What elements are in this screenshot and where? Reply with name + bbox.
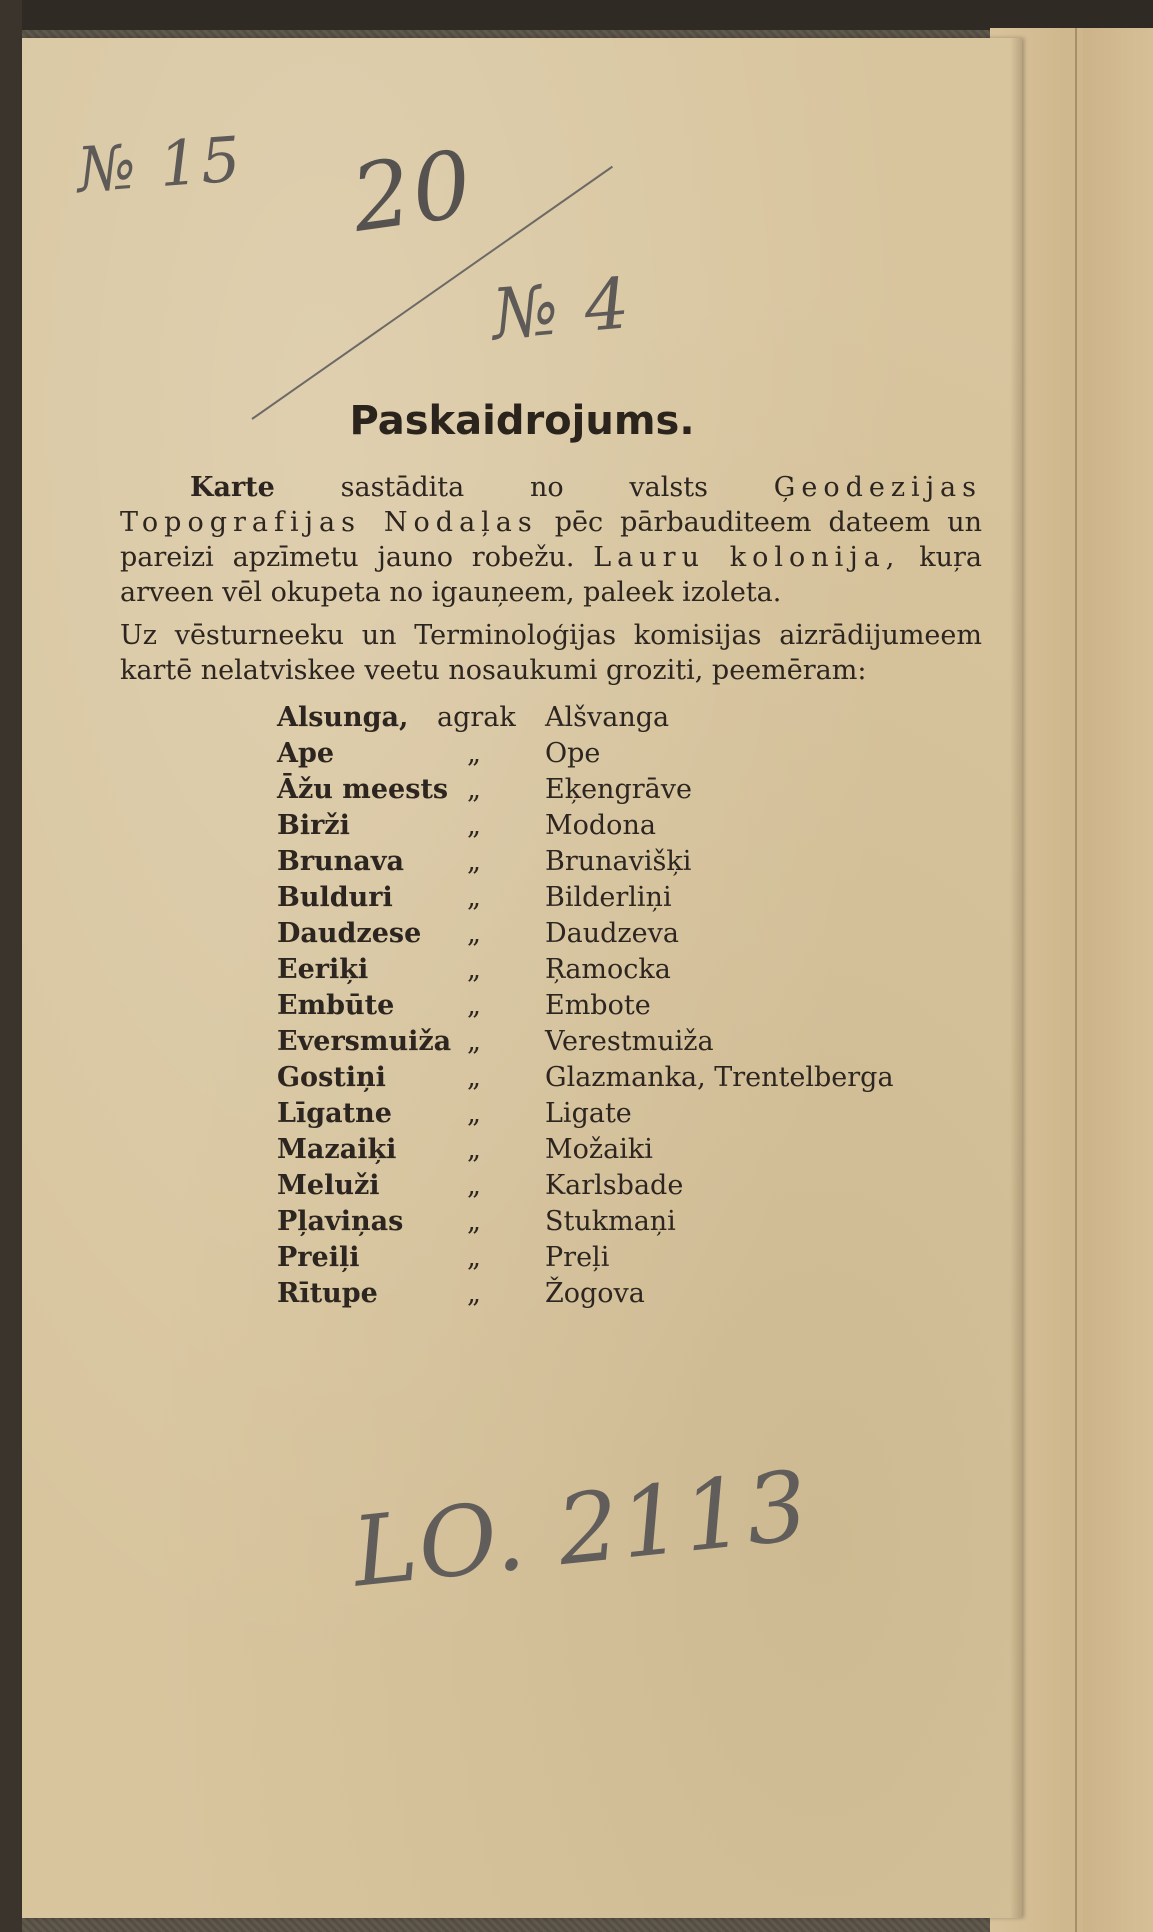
former-name: Ŗamocka <box>545 954 671 985</box>
former-name: Alšvanga <box>545 702 670 733</box>
fold-line <box>1075 28 1077 1932</box>
ditto-mark: „ <box>467 882 481 913</box>
list-item <box>277 1062 977 1098</box>
page-title: Paskaidrojums. <box>349 398 695 444</box>
former-name: Brunavišķi <box>545 846 692 877</box>
former-name: Eķengrāve <box>545 774 692 805</box>
ditto-mark: „ <box>467 1134 481 1165</box>
former-name: Ligate <box>545 1098 632 1129</box>
new-name: Eversmuiža <box>277 1026 452 1057</box>
binding-left-edge <box>0 0 22 1932</box>
folded-back-sheet-edge <box>1083 28 1153 1932</box>
handwritten-number-top-center: 20 <box>345 130 480 253</box>
list-item <box>277 1278 977 1314</box>
list-item <box>277 774 977 810</box>
new-name: Daudzese <box>277 918 422 949</box>
ditto-mark: „ <box>467 954 481 985</box>
ditto-mark: „ <box>467 990 481 1021</box>
former-name: Verestmuiža <box>545 1026 714 1057</box>
document-page <box>22 38 1022 1918</box>
handwritten-number-small: № 4 <box>488 262 635 356</box>
place-name-list <box>277 702 977 1314</box>
paragraph-1-lead: Karte <box>190 472 275 503</box>
list-item <box>277 918 977 954</box>
former-name: Glazmanka, Trentelberga <box>545 1062 894 1093</box>
new-name: Bulduri <box>277 882 393 913</box>
formerly-label: agrak <box>437 702 516 733</box>
new-name: Līgatne <box>277 1098 392 1129</box>
new-name: Pļaviņas <box>277 1206 404 1237</box>
ditto-mark: „ <box>467 774 481 805</box>
list-item <box>277 990 977 1026</box>
former-name: Karlsbade <box>545 1170 684 1201</box>
paragraph-1-spaced-b: Lauru kolonija, <box>593 542 901 573</box>
list-item <box>277 954 977 990</box>
new-name: Brunava <box>277 846 404 877</box>
list-item <box>277 1242 977 1278</box>
list-item <box>277 702 977 738</box>
former-name: Bilderliņi <box>545 882 672 913</box>
paragraph-2: Uz vēsturneeku un Terminoloģijas komisijas aizrādijumeem kartē nelatviskee veetu nosaukumi groziti, peemēram: <box>120 620 982 686</box>
list-item <box>277 846 977 882</box>
ditto-mark: „ <box>467 918 481 949</box>
paragraph-1-text-c: kuŗa arveen vēl okupeta no igauņeem, paleek izoleta. <box>120 542 982 608</box>
handwritten-number-top-left: № 15 <box>74 122 245 207</box>
new-name: Mazaiķi <box>277 1134 397 1165</box>
new-name: Embūte <box>277 990 395 1021</box>
former-name: Embote <box>545 990 651 1021</box>
new-name: Meluži <box>277 1170 380 1201</box>
former-name: Stukmaņi <box>545 1206 676 1237</box>
paragraph-1 <box>120 470 982 610</box>
handwritten-catalog-number: LO. 2113 <box>347 1449 815 1609</box>
paragraph-1-spaced-a: Ģeodezijas Topografijas Nodaļas <box>120 472 983 538</box>
ditto-mark: „ <box>467 1098 481 1129</box>
ditto-mark: „ <box>467 1206 481 1237</box>
ditto-mark: „ <box>467 738 481 769</box>
binding-top-edge <box>0 0 1153 30</box>
ditto-mark: „ <box>467 1242 481 1273</box>
former-name: Modona <box>545 810 656 841</box>
explanation-text <box>120 470 982 688</box>
list-item <box>277 1134 977 1170</box>
list-item <box>277 810 977 846</box>
former-name: Ope <box>545 738 601 769</box>
list-item <box>277 1026 977 1062</box>
list-item <box>277 1170 977 1206</box>
former-name: Daudzeva <box>545 918 679 949</box>
new-name: Ape <box>277 738 335 769</box>
list-item <box>277 882 977 918</box>
new-name: Birži <box>277 810 350 841</box>
paragraph-1-text-b: pēc pārbauditeem dateem un pareizi apzīmetu jauno robežu. <box>120 507 982 573</box>
paragraph-1-text-a: sastādita no valsts <box>340 472 708 503</box>
new-name: Preiļi <box>277 1242 360 1273</box>
ditto-mark: „ <box>467 1062 481 1093</box>
ditto-mark: „ <box>467 1278 481 1309</box>
new-name: Rītupe <box>277 1278 378 1309</box>
ditto-mark: „ <box>467 810 481 841</box>
list-item <box>277 1098 977 1134</box>
list-item <box>277 738 977 774</box>
new-name: Gostiņi <box>277 1062 386 1093</box>
former-name: Preļi <box>545 1242 610 1273</box>
former-name: Možaiki <box>545 1134 653 1165</box>
ditto-mark: „ <box>467 1170 481 1201</box>
former-name: Žogova <box>545 1278 645 1309</box>
list-item <box>277 1206 977 1242</box>
new-name: Alsunga, <box>277 702 409 733</box>
new-name: Eeriķi <box>277 954 369 985</box>
ditto-mark: „ <box>467 846 481 877</box>
page-edge-shadow <box>1010 38 1022 1918</box>
ditto-mark: „ <box>467 1026 481 1057</box>
new-name: Āžu meests <box>277 774 449 805</box>
